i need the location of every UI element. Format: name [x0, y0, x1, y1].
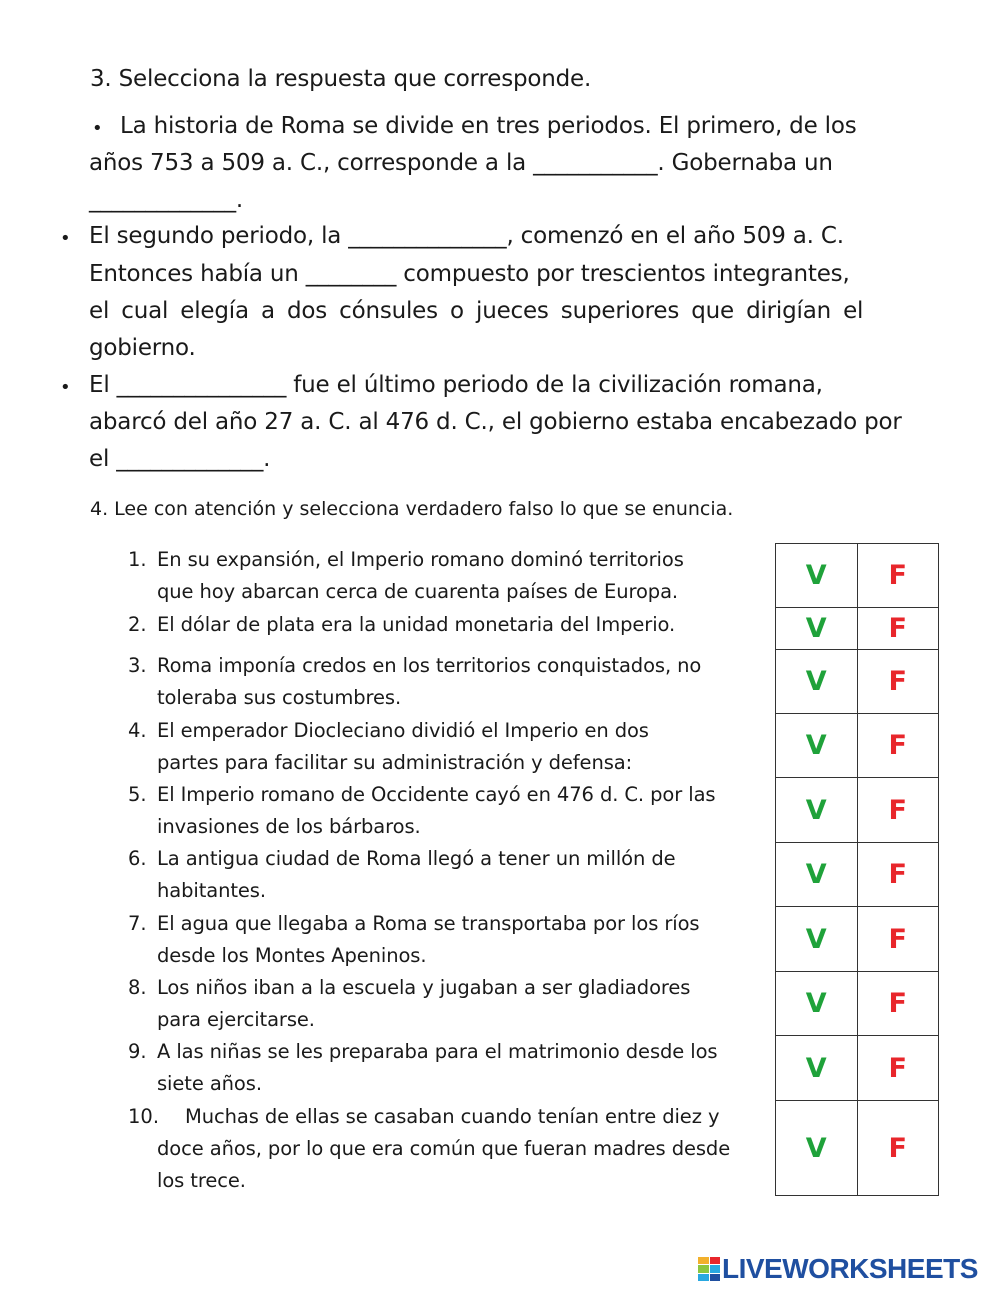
- false-option-1[interactable]: F: [857, 544, 939, 608]
- question-number: 8.: [128, 976, 147, 999]
- true-option-7[interactable]: V: [776, 907, 858, 972]
- question-text: los trece.: [157, 1169, 246, 1192]
- true-false-table: [775, 543, 939, 1196]
- false-option-5[interactable]: F: [857, 778, 939, 843]
- liveworksheets-logo-text: LIVEWORKSHEETS: [722, 1253, 978, 1284]
- paragraph-2-line-1: El segundo periodo, la ______________, comenzó en el año 509 a. C.: [89, 223, 844, 249]
- bullet-1: •: [92, 118, 103, 139]
- paragraph-3-line-3: el _____________.: [89, 446, 271, 472]
- question-number: 10.: [128, 1105, 160, 1128]
- table-row: [776, 1036, 939, 1101]
- question-text: partes para facilitar su administración y defensa:: [157, 751, 633, 774]
- question-text: La antigua ciudad de Roma llegó a tener un millón de: [157, 847, 676, 870]
- question-number: 3.: [128, 654, 147, 677]
- true-option-2[interactable]: V: [776, 608, 858, 650]
- section-4-heading: 4. Lee con atención y selecciona verdadero falso lo que se enuncia.: [90, 498, 734, 520]
- question-number: 2.: [128, 613, 147, 636]
- question-text: En su expansión, el Imperio romano dominó territorios: [157, 548, 684, 571]
- table-row: [776, 778, 939, 843]
- question-text: El emperador Diocleciano dividió el Imperio en dos: [157, 719, 649, 742]
- table-row: [776, 650, 939, 714]
- question-text: Muchas de ellas se casaban cuando tenían entre diez y: [185, 1105, 720, 1128]
- question-number: 5.: [128, 783, 147, 806]
- false-option-3[interactable]: F: [857, 650, 939, 714]
- true-option-1[interactable]: V: [776, 544, 858, 608]
- true-option-8[interactable]: V: [776, 972, 858, 1036]
- bullet-2: •: [60, 228, 71, 249]
- true-option-10[interactable]: V: [776, 1101, 858, 1196]
- true-option-3[interactable]: V: [776, 650, 858, 714]
- question-text: El agua que llegaba a Roma se transportaba por los ríos: [157, 912, 700, 935]
- paragraph-1-line-3: _____________.: [89, 187, 244, 213]
- liveworksheets-logo: [698, 1254, 978, 1284]
- paragraph-3-line-2: abarcó del año 27 a. C. al 476 d. C., el gobierno estaba encabezado por: [89, 409, 902, 435]
- paragraph-2-line-2: Entonces había un ________ compuesto por trescientos integrantes,: [89, 261, 850, 287]
- table-row: [776, 544, 939, 608]
- question-number: 6.: [128, 847, 147, 870]
- paragraph-2-line-3: el cual elegía a dos cónsules o jueces superiores que dirigían el: [89, 298, 864, 324]
- false-option-10[interactable]: F: [857, 1101, 939, 1196]
- question-text: Roma imponía credos en los territorios conquistados, no: [157, 654, 702, 677]
- false-option-9[interactable]: F: [857, 1036, 939, 1101]
- question-text: desde los Montes Apeninos.: [157, 944, 427, 967]
- true-option-5[interactable]: V: [776, 778, 858, 843]
- question-text: para ejercitarse.: [157, 1008, 315, 1031]
- table-row: [776, 907, 939, 972]
- question-text: siete años.: [157, 1072, 262, 1095]
- question-text: Los niños iban a la escuela y jugaban a ser gladiadores: [157, 976, 691, 999]
- question-text: que hoy abarcan cerca de cuarenta países de Europa.: [157, 580, 679, 603]
- question-number: 1.: [128, 548, 147, 571]
- false-option-2[interactable]: F: [857, 608, 939, 650]
- table-row: [776, 843, 939, 907]
- table-row: [776, 972, 939, 1036]
- false-option-4[interactable]: F: [857, 714, 939, 778]
- paragraph-3-line-1: El _______________ fue el último periodo de la civilización romana,: [89, 372, 823, 398]
- liveworksheets-logo-icon: [698, 1257, 720, 1281]
- question-number: 9.: [128, 1040, 147, 1063]
- table-row: [776, 608, 939, 650]
- section-3-heading: 3. Selecciona la respuesta que corresponde.: [90, 66, 592, 92]
- false-option-7[interactable]: F: [857, 907, 939, 972]
- paragraph-2-line-4: gobierno.: [89, 335, 196, 361]
- false-option-8[interactable]: F: [857, 972, 939, 1036]
- question-text: doce años, por lo que era común que fueran madres desde: [157, 1137, 731, 1160]
- table-row: [776, 1101, 939, 1196]
- paragraph-1-line-1: La historia de Roma se divide en tres periodos. El primero, de los: [120, 113, 857, 139]
- table-row: [776, 714, 939, 778]
- question-number: 7.: [128, 912, 147, 935]
- question-text: El dólar de plata era la unidad monetaria del Imperio.: [157, 613, 676, 636]
- bullet-3: •: [60, 377, 71, 398]
- question-text: invasiones de los bárbaros.: [157, 815, 421, 838]
- question-text: A las niñas se les preparaba para el matrimonio desde los: [157, 1040, 718, 1063]
- paragraph-1-line-2: años 753 a 509 a. C., corresponde a la ___________. Gobernaba un: [89, 150, 833, 176]
- question-number: 4.: [128, 719, 147, 742]
- false-option-6[interactable]: F: [857, 843, 939, 907]
- true-option-4[interactable]: V: [776, 714, 858, 778]
- question-text: habitantes.: [157, 879, 266, 902]
- true-option-6[interactable]: V: [776, 843, 858, 907]
- question-text: toleraba sus costumbres.: [157, 686, 402, 709]
- true-option-9[interactable]: V: [776, 1036, 858, 1101]
- question-text: El Imperio romano de Occidente cayó en 476 d. C. por las: [157, 783, 716, 806]
